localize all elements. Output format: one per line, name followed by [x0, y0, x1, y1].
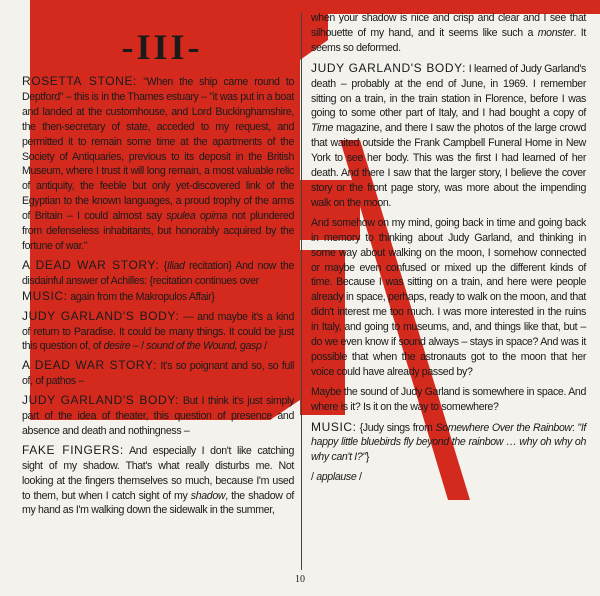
speaker-label: MUSIC: — [22, 288, 68, 303]
paragraph: ROSETTA STONE: "When the ship came round to Deptford" – this is in the Thames estuary – "it was put in a boat and landed at the customhouse, and Lord Buckinghamshire, the then-secretary of state, acceded to my request, and permitted it to remain some time at the apartments of the Society of Antiquaries, previous to its deposit in the British Museum, where I trust it will long remain, a most valuable relic of antiquity, the feeble but only yet-discovered link of the Egyptian to the known languages, a proud trophy of the arms of Britain – I could almost say spulea opima not plundered from defenseless inhabitants, but honorably acquired by the fortune of war." — [22, 74, 294, 252]
right-column — [311, 11, 586, 490]
speaker-label: FAKE FINGERS: — [22, 442, 124, 457]
paragraph: A DEAD WAR STORY: {Iliad recitation} And now the disdainful answer of Achilles: {recitation continues over MUSIC: again from the Makropulos Affair} — [22, 257, 294, 303]
speaker-label: A DEAD WAR STORY: — [22, 358, 157, 373]
speaker-label: JUDY GARLAND'S BODY: — [311, 60, 467, 75]
paragraph: A DEAD WAR STORY: It's so poignant and so, so full of, of pathos – — [22, 358, 295, 388]
paragraph: And somehow on my mind, going back in time and going back in memory to thinking about Judy Garland, and thinking in some way about walking on the moon, I somehow connected or maybe even confused or mixed up the different kinds of time. Because I was sitting on a train, and here were people already in space, perhaps, ready to walk on the moon, and that didn't interest me too much. I was more interested in the ruins in Italy, and going to museums, and, and things like that, but – do we even know if sound always – stays in space? And was it possible that when the astronauts got to the moon that her voice could have already passed by? — [311, 216, 586, 378]
paragraph: JUDY GARLAND'S BODY: — and maybe it's a kind of return to Paradise. It could be many things. It could be just this question of, of desire – / sound of the Wound, gasp / — [22, 308, 294, 353]
speaker-label: MUSIC: — [311, 419, 357, 434]
paragraph: JUDY GARLAND'S BODY: I learned of Judy Garland's death – probably at the end of June, in 1969. I remember sitting on a train, in the train station in Florence, before I was going to some other part of Italy, and I had bought a copy of Time magazine, and there I saw the photos of the large crowd that waited outside the Frank Campbell Funeral Home in New York to see her body. This was the first I had learned of her death. And there I saw that the larger story, I believe the cover story or the front page story, was more about the impending walk on the moon. — [311, 60, 587, 209]
page-number: 10 — [295, 574, 305, 585]
paragraph: JUDY GARLAND'S BODY: But I think it's just simply part of the idea of theater, this question of presence and absence and death and nothingness – — [22, 393, 294, 437]
column-divider — [301, 12, 302, 570]
section-heading: -III- — [121, 27, 203, 67]
paragraph: FAKE FINGERS: And especially I don't like catching sight of my shadow. That's what really disturbs me. Not looking at the fingers themselves so much, because I'm used to them, but when I catch sight of my shadow, the shadow of my hand as I'm walking down the sidewalk in the summer, — [22, 442, 295, 517]
paragraph: when your shadow is nice and crisp and clear and I see that silhouette of my hand, and it seems like such a monster. It seems so deformed. — [311, 12, 586, 54]
speaker-label: JUDY GARLAND'S BODY: — [22, 308, 180, 323]
paragraph: Maybe the sound of Judy Garland is somewhere in space. And where is it? Is it on the way to somewhere? — [311, 385, 586, 413]
paragraph: / applause / — [311, 471, 362, 484]
speaker-label: JUDY GARLAND'S BODY: — [22, 393, 180, 408]
speaker-label: ROSETTA STONE: — [22, 74, 137, 88]
left-column — [22, 74, 294, 522]
paragraph: MUSIC: {Judy sings from Somewhere Over the Rainbow: "If happy little bluebirds fly beyond the rainbow … why oh why oh why can't I?"} — [311, 419, 587, 464]
speaker-label: A DEAD WAR STORY: — [22, 257, 160, 272]
